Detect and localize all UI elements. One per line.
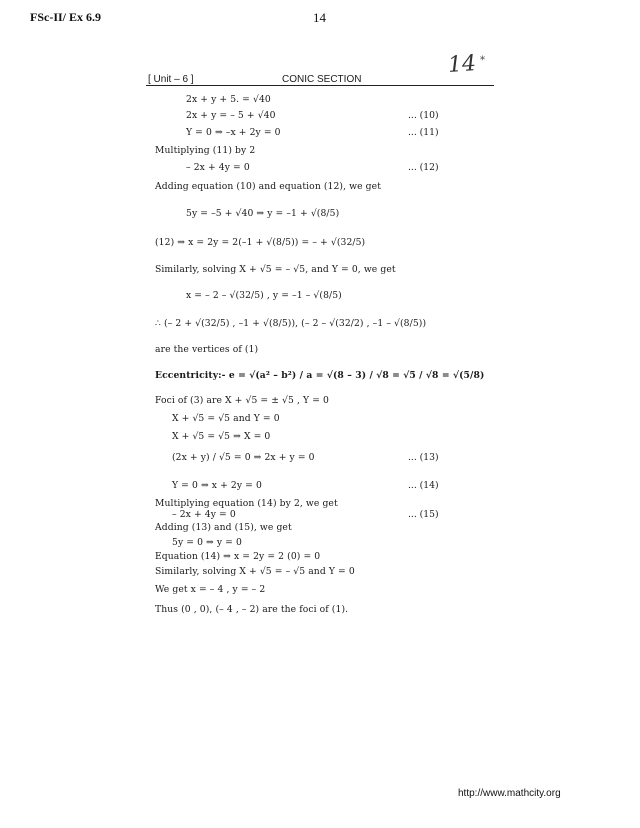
body-line: 2x + y + 5. = √40 xyxy=(186,94,271,105)
body-line: X + √5 = √5 ⇒ X = 0 xyxy=(172,431,271,442)
handwritten-page-number: 14 xyxy=(447,51,477,78)
body-line: (12) ⇒ x = 2y = 2(–1 + √(8/5)) = – + √(32/5) xyxy=(155,237,366,248)
body-line: Similarly, solving X + √5 = – √5, and Y = 0, we get xyxy=(155,264,396,275)
body-line: – 2x + 4y = 0 xyxy=(186,162,250,173)
body-line: We get x = – 4 , y = – 2 xyxy=(155,584,266,595)
body-line: ∴ (– 2 + √(32/5) , –1 + √(8/5)), (– 2 – √(32/2) , –1 – √(8/5)) xyxy=(155,318,427,329)
body-line: 5y = –5 + √40 ⇒ y = –1 + √(8/5) xyxy=(186,208,340,219)
body-line: Multiplying (11) by 2 xyxy=(155,145,256,156)
header-left: FSc-II/ Ex 6.9 xyxy=(30,10,102,24)
body-line: 5y = 0 ⇒ y = 0 xyxy=(172,537,242,548)
equation-number: ... (15) xyxy=(408,509,439,520)
body-line: Adding equation (10) and equation (12), we get xyxy=(155,181,381,192)
body-line: Equation (14) ⇒ x = 2y = 2 (0) = 0 xyxy=(155,551,321,562)
equation-number: ... (14) xyxy=(408,480,439,491)
body-line: Multiplying equation (14) by 2, we get xyxy=(155,498,338,509)
body-line: Eccentricity:- e = √(a² – b²) / a = √(8 – 3) / √8 = √5 / √8 = √(5/8) xyxy=(155,370,485,381)
page-number: 14 xyxy=(313,10,326,25)
body-line: Y = 0 ⇒ –x + 2y = 0 xyxy=(186,127,281,138)
star-mark: * xyxy=(480,55,485,66)
body-line: Foci of (3) are X + √5 = ± √5 , Y = 0 xyxy=(155,395,329,406)
equation-number: ... (13) xyxy=(408,452,439,463)
header-rule xyxy=(146,85,494,86)
body-line: Y = 0 ⇒ x + 2y = 0 xyxy=(172,480,262,491)
body-line: Adding (13) and (15), we get xyxy=(155,522,292,533)
equation-number: ... (10) xyxy=(408,110,439,121)
running-title: CONIC SECTION xyxy=(282,74,362,85)
body-line: x = – 2 – √(32/5) , y = –1 – √(8/5) xyxy=(186,290,342,301)
footer-url-link[interactable]: http://www.mathcity.org xyxy=(458,788,561,799)
equation-number: ... (11) xyxy=(408,127,439,138)
body-line: X + √5 = √5 and Y = 0 xyxy=(172,413,280,424)
body-line: are the vertices of (1) xyxy=(155,344,259,355)
equation-number: ... (12) xyxy=(408,162,439,173)
body-line: Thus (0 , 0), (– 4 , – 2) are the foci of (1). xyxy=(155,604,349,615)
body-line: – 2x + 4y = 0 xyxy=(172,509,236,520)
body-line: (2x + y) / √5 = 0 ⇒ 2x + y = 0 xyxy=(172,452,315,463)
body-line: Similarly, solving X + √5 = – √5 and Y = 0 xyxy=(155,566,355,577)
body-line: 2x + y = – 5 + √40 xyxy=(186,110,276,121)
unit-label: [ Unit – 6 ] xyxy=(148,74,194,85)
